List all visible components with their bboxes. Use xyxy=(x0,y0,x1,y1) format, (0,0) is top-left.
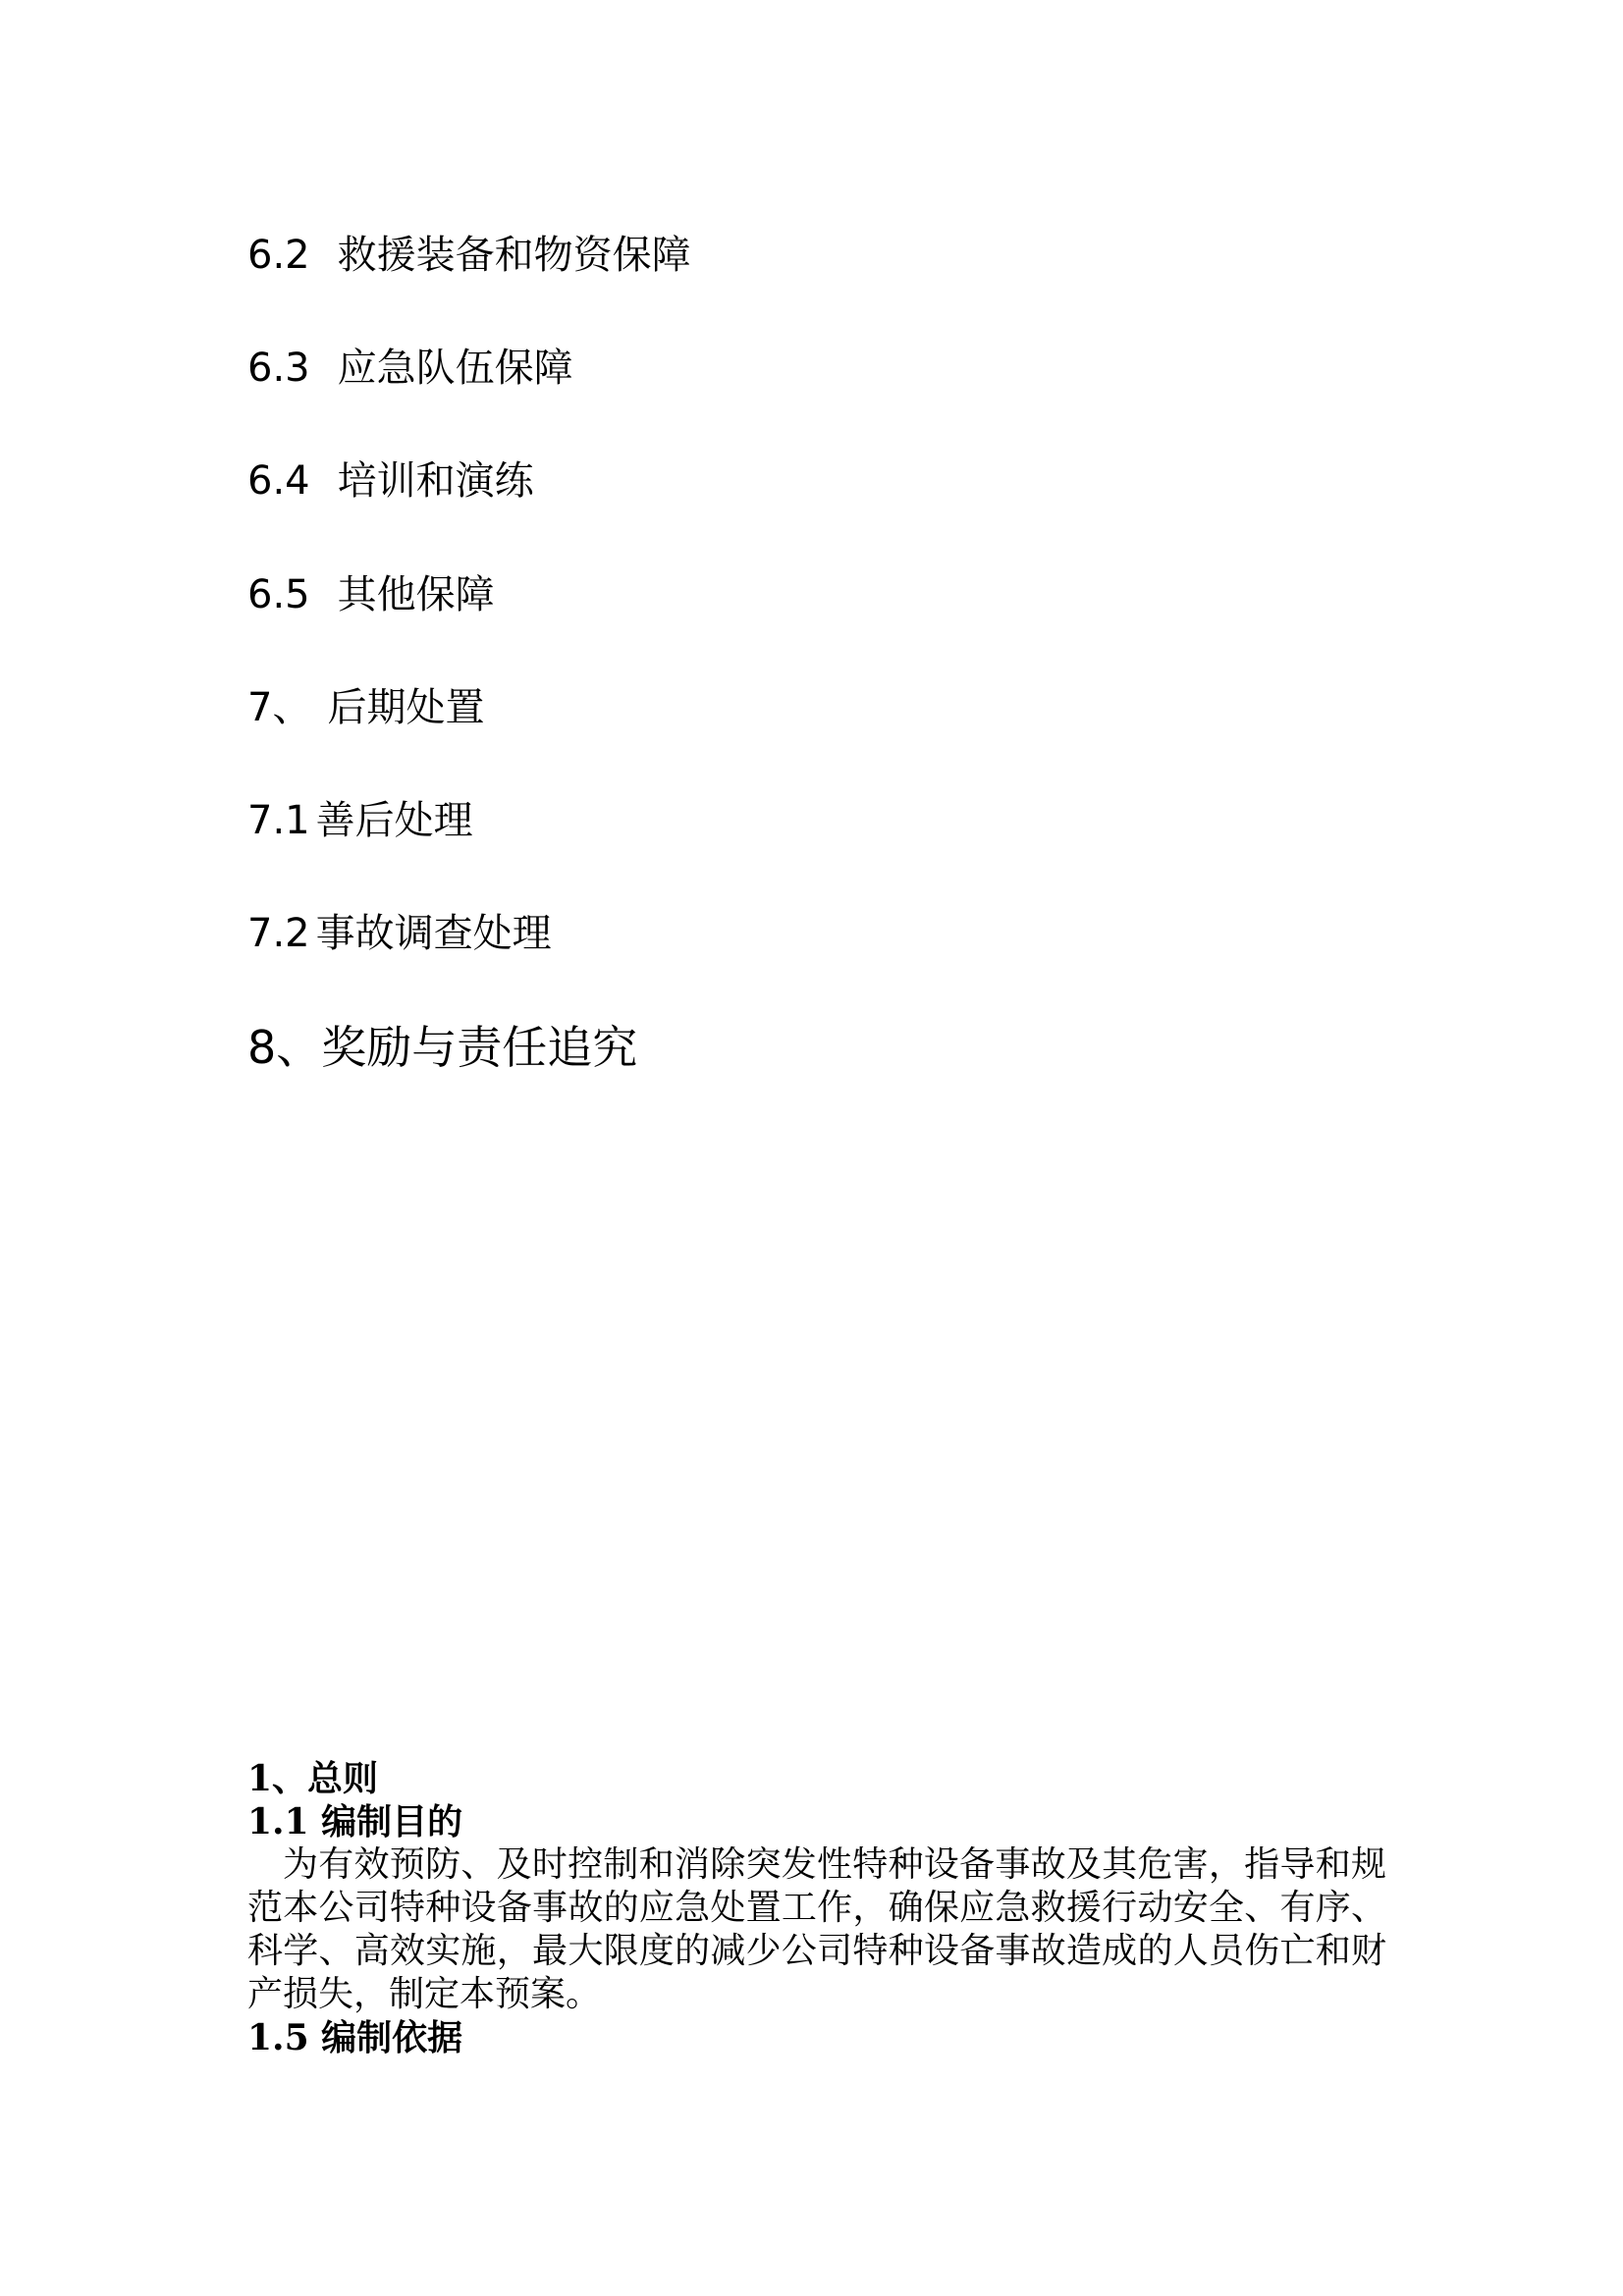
toc-item-6-4 xyxy=(247,457,534,505)
toc-title: 其他保障 xyxy=(337,572,495,617)
toc-number: 6.3 xyxy=(247,346,310,391)
toc-item-6-5 xyxy=(247,571,495,618)
toc-item-6-2 xyxy=(247,232,691,279)
toc-number: 7.1 xyxy=(247,798,310,843)
toc-number: 7.2 xyxy=(247,911,310,956)
toc-number: 6.2 xyxy=(247,233,310,278)
toc-title: 培训和演练 xyxy=(337,458,534,504)
toc-title: 救援装备和物资保障 xyxy=(337,233,691,278)
toc-title: 奖励与责任追究 xyxy=(321,1021,638,1074)
toc-title: 应急队伍保障 xyxy=(337,346,573,391)
toc-item-7-1 xyxy=(247,797,473,844)
section-heading-1: 1、总则 xyxy=(247,1758,379,1799)
toc-number: 7、 xyxy=(247,685,312,730)
toc-item-7 xyxy=(247,684,484,731)
toc-number: 8、 xyxy=(247,1021,322,1074)
toc-item-7-2 xyxy=(247,910,552,957)
toc-title: 后期处置 xyxy=(327,685,485,730)
section-heading-1-5: 1.5 编制依据 xyxy=(247,2017,463,2058)
document-body xyxy=(247,1757,1386,2059)
toc-number: 6.5 xyxy=(247,572,310,617)
paragraph-purpose: 为有效预防、及时控制和消除突发性特种设备事故及其危害，指导和规范本公司特种设备事故的应急处置工作，确保应急救援行动安全、有序、科学、高效实施，最大限度的减少公司特种设备事故造成的人员伤亡和财产损失，制定本预案。 xyxy=(247,1844,1386,2014)
toc-item-8 xyxy=(247,1021,637,1074)
toc-title: 事故调查处理 xyxy=(315,911,552,956)
toc-title: 善后处理 xyxy=(315,798,473,843)
section-heading-1-1: 1.1 编制目的 xyxy=(247,1801,463,1842)
toc-number: 6.4 xyxy=(247,458,310,504)
toc-item-6-3 xyxy=(247,345,573,392)
